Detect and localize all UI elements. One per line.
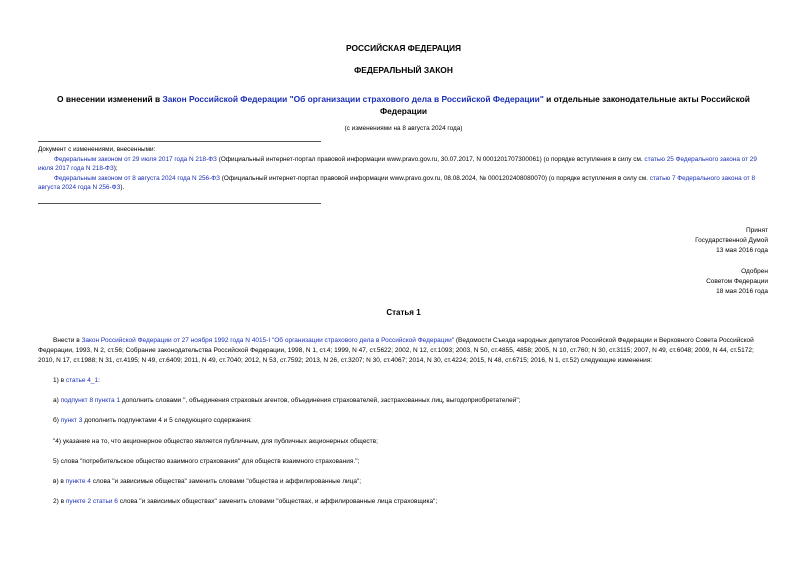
approved-block — [706, 267, 768, 297]
p2-article-link[interactable]: статье 4_1 — [65, 376, 99, 384]
paragraph-intro — [38, 336, 769, 365]
change-item-2 — [38, 174, 768, 193]
p8-text-b: слова "и зависимых обществах" заменить словами "обществах, и аффилированные лица страховщика"; — [117, 498, 438, 506]
change-1-text: (Официальный интернет-портал правовой информации www.pravo.gov.ru, 30.07.2017, N 0001201707300061) (о порядке вступления в силу см. — [216, 155, 645, 163]
changes-intro: Документ с изменениями, внесенными: — [38, 146, 156, 153]
paragraph-item-1c — [38, 477, 769, 487]
paragraph-item-1b — [38, 416, 769, 426]
title-suffix: и отдельные законодательные акты Российской Федерации — [380, 94, 750, 117]
p4-clause-link[interactable]: пункт 3 — [60, 417, 83, 425]
p3-text-a: а) — [53, 397, 61, 404]
p4-text-b: дополнить подпунктами 4 и 5 следующего содержания: — [82, 417, 252, 425]
change-1-end: ); — [113, 165, 118, 173]
accepted-date: 13 мая 2016 года — [716, 247, 768, 255]
accepted-by: Государственной Думой — [695, 237, 768, 245]
paragraph-item-1 — [38, 376, 769, 386]
change-item-1 — [38, 155, 768, 174]
divider-top — [38, 141, 321, 142]
p3-subclause-link[interactable]: подпункт 8 пункта 1 — [60, 397, 121, 404]
p1-text-a: Внести в — [53, 337, 82, 344]
p3-text-b: дополнить словами ", объединения страховых агентов, объединения страхователей, застрахованных лиц, выгодоприобретателей"; — [120, 397, 521, 404]
article-body — [38, 336, 769, 507]
paragraph-subitem-4: "4) указание на то, что акционерное общество является публичным, для публичных акционерных обществ; — [53, 437, 378, 445]
change-1-law-link[interactable]: Федеральным законом от 29 июля 2017 года N 218-ФЗ — [54, 155, 217, 163]
accepted-block — [695, 226, 768, 256]
approved-label: Одобрен — [741, 268, 768, 275]
revision-note: (с изменениями на 8 августа 2024 года) — [344, 125, 463, 132]
p1-law-link[interactable]: Закон Российской Федерации от 27 ноября 1992 года N 4015-I "Об организации страхового дела в Российской Федерации" — [81, 337, 455, 344]
change-2-law-link[interactable]: Федеральным законом от 8 августа 2024 года N 256-ФЗ — [54, 174, 220, 182]
header-law-type: ФЕДЕРАЛЬНЫЙ ЗАКОН — [354, 65, 453, 75]
article-title: Статья 1 — [386, 308, 421, 317]
title-prefix: О внесении изменений в — [57, 94, 163, 104]
change-2-article-link[interactable]: статью 7 Федерального закона от 8 августа 2024 года N 256-ФЗ — [38, 174, 756, 192]
p1-text-b: (Ведомости Съезда народных депутатов Российской Федерации и Верховного Совета Российской Федерации, 1993, N 2, ст.56; Собрание законодательства Российской Федерации, 1998, N 1, ст.4; 1999, N 47, ст.5622; 2002, N 12, ст.1093; 2003, N 50, ст.4855, 4858; 2005, N 10, ст.760; N 30, ст.3115; 2007, N 49, ст.6048; 2009, N 44, ст.5172; 2010, N 17, ст.1988; N 31, ст.4195; N 49, ст.6409; 2011, N 49, ст.7040; 2012, N 53, ст.7592; 2013, N 26, ст.3207; N 30, ст.4067; 2014, N 30, ст.4224; 2015, N 48, ст.6715; 2016, N 1, ст.52) следующие изменения: — [38, 337, 754, 364]
document-title — [40, 93, 767, 117]
header-federation: РОССИЙСКАЯ ФЕДЕРАЦИЯ — [345, 43, 462, 53]
title-law-link[interactable]: Закон Российской Федерации "Об организации страхового дела в Российской Федерации" — [162, 94, 544, 104]
p8-article-link[interactable]: пункте 2 статьи 6 — [65, 498, 118, 506]
paragraph-subitem-5: 5) слова "потребительское общество взаимного страхования" для обществ взаимного страхования."; — [53, 457, 360, 465]
change-2-end: ). — [120, 184, 125, 192]
p7-text-a: в) в — [53, 478, 66, 485]
change-2-text: (Официальный интернет-портал правовой информации www.pravo.gov.ru, 08.08.2024, № 0001202408080070) (о порядке вступления в силу см. — [219, 174, 650, 182]
approved-date: 18 мая 2016 года — [716, 288, 768, 296]
approved-by: Советом Федерации — [706, 278, 768, 286]
p7-text-b: слова "и зависимые общества" заменить словами "общества и аффилированные лица"; — [90, 478, 362, 485]
accepted-label: Принят — [745, 227, 768, 234]
p8-text-a: 2) в — [53, 498, 66, 506]
change-1-article-link[interactable]: статью 25 Федерального закона от 29 июля 2017 года N 218-ФЗ — [38, 155, 757, 173]
p2-text-b: : — [98, 376, 100, 384]
p4-text-a: б) — [53, 417, 61, 425]
paragraph-item-1a — [38, 396, 769, 406]
changes-block — [38, 145, 768, 193]
divider-bottom — [38, 203, 321, 204]
paragraph-item-2 — [38, 497, 769, 507]
p7-clause-link[interactable]: пункте 4 — [65, 478, 91, 485]
p2-text-a: 1) в — [53, 376, 66, 384]
